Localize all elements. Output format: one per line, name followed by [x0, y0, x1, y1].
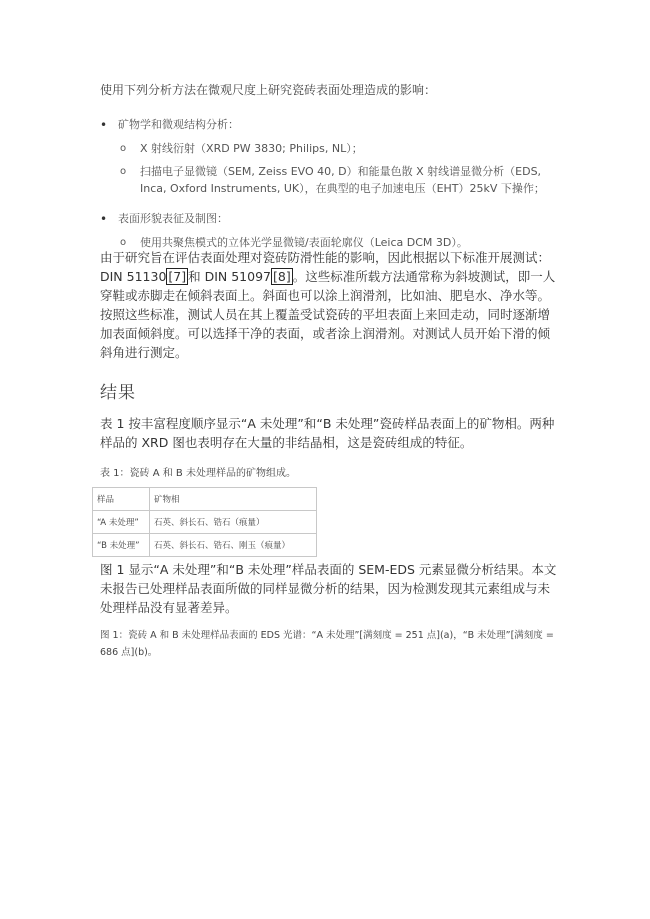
results-heading: 结果	[100, 383, 136, 403]
tests-paragraph	[100, 248, 562, 362]
table-header-cell: 矿物相	[150, 488, 317, 511]
table-cell: 石英、斜长石、锆石（痕量）	[150, 511, 317, 534]
table1-caption: 表 1：瓷砖 A 和 B 未处理样品的矿物组成。	[100, 468, 296, 479]
tests-text-post: 。这些标准所载方法通常称为斜坡测试，即一人穿鞋或赤脚走在倾斜表面上。斜面也可以涂上润滑剂，比如油、肥皂水、净水等。按照这些标准，测试人员在其上覆盖受试瓷砖的平坦表面上来回走动，同时逐渐增加表面倾斜度。可以选择干净的表面，或者涂上润滑剂。对测试人员开始下滑的倾斜角进行测定。	[100, 269, 556, 360]
table-cell: “B 未处理”	[93, 534, 150, 557]
list-item: o 扫描电子显微镜（SEM, Zeiss EVO 40, D）和能量色散 X 射线谱显微分析（EDS, Inca, Oxford Instruments, UK），在典型的电子加速电压（EHT）25kV 下操作；	[118, 163, 560, 197]
table-row	[93, 534, 317, 557]
bullet-label: 表面形貌表征及制图：	[118, 212, 228, 225]
bullet-label: 矿物学和微观结构分析：	[118, 118, 239, 131]
table-row	[93, 511, 317, 534]
mineral-table	[92, 487, 317, 557]
bullet-list-surface	[100, 210, 560, 251]
reference-link-7[interactable]: [7]	[168, 269, 187, 284]
reference-link-8[interactable]: [8]	[273, 269, 291, 284]
tests-text-mid: 和 DIN 51097	[188, 269, 271, 284]
table-header-row	[93, 488, 317, 511]
list-item	[100, 210, 560, 251]
intro-text: 使用下列分析方法在微观尺度上研究瓷砖表面处理造成的影响：	[100, 83, 437, 97]
tests-text-pre: 由于研究旨在评估表面处理对瓷砖防滑性能的影响，因此根据以下标准开展测试：DIN 51130	[100, 250, 551, 284]
figure1-caption: 图 1：瓷砖 A 和 B 未处理样品表面的 EDS 光谱：“A 未处理”[满刻度 = 251 点](a)，“B 未处理”[满刻度 = 686 点](b)。	[100, 630, 554, 658]
bullet-list-mineralogy	[100, 116, 560, 197]
table-header-cell: 样品	[93, 488, 150, 511]
list-item: o X 射线衍射（XRD PW 3830; Philips, NL）；	[118, 140, 560, 157]
table-cell: “A 未处理”	[93, 511, 150, 534]
table-cell: 石英、斜长石、锆石、刚玉（痕量）	[150, 534, 317, 557]
sub-list	[118, 140, 560, 197]
list-item: o 使用共聚焦模式的立体光学显微镜/表面轮廓仪（Leica DCM 3D）。	[118, 234, 560, 251]
list-item	[100, 116, 560, 197]
figure1-paragraph: 图 1 显示“A 未处理”和“B 未处理”样品表面的 SEM-EDS 元素显微分析结果。本文未报告已处理样品表面所做的同样显微分析的结果，因为检测发现其元素组成与未处理样品没有显著差异。	[100, 562, 557, 615]
table1-paragraph: 表 1 按丰富程度顺序显示“A 未处理”和“B 未处理”瓷砖样品表面上的矿物相。两种样品的 XRD 图也表明存在大量的非结晶相，这是瓷砖组成的特征。	[100, 416, 555, 450]
